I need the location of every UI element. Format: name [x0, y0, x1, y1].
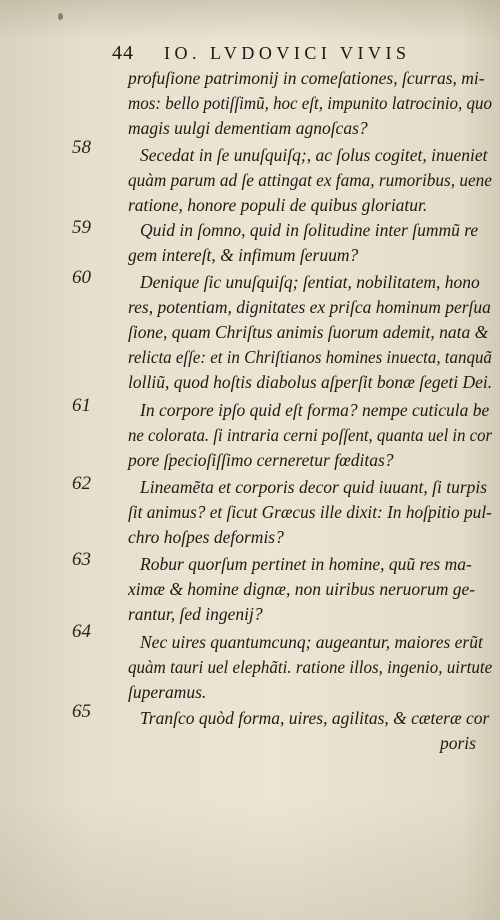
text-line: Nec uires quantumcunq; augeantur, maiores erũt	[140, 632, 483, 652]
ink-spot	[58, 13, 63, 20]
text-line: ſione, quam Chriſtus animis ſuorum ademit, nata &	[128, 322, 489, 342]
text-line: Robur quorſum pertinet in homine, quũ res ma-	[140, 554, 472, 574]
text-line: Denique ſic unuſquiſq; ſentiat, nobilitatem, hono	[140, 272, 480, 292]
page-number: 44	[112, 42, 134, 64]
text-line: pore ſpecioſiſſimo cerneretur fœditas?	[128, 450, 394, 470]
margin-number-62: 62	[72, 473, 91, 494]
page-shadow-bottom	[0, 800, 500, 920]
text-line: Secedat in ſe unuſquiſq;, ac ſolus cogitet, inueniet	[140, 145, 488, 165]
text-line: profuſione patrimonij in comeſationes, ſcurras, mi-	[128, 68, 485, 88]
catchword: poris	[440, 733, 476, 753]
text-line: Lineamẽta et corporis decor quid iuuant, ſi turpis	[140, 477, 488, 497]
text-line: Quid in ſomno, quid in ſolitudine inter ſummũ re	[140, 220, 479, 240]
text-line: gem intereſt, & infimum ſeruum?	[128, 245, 359, 265]
margin-number-58: 58	[72, 137, 91, 158]
text-line: relicta eſſe: et in Chriſtianos homines inuecta, tanquã	[128, 347, 492, 367]
text-line: ximæ & homine dignæ, non uiribus neruorum ge-	[128, 579, 476, 599]
running-header	[112, 42, 462, 68]
text-line: quàm tauri uel elephãti. ratione illos, ingenio, uirtute	[128, 657, 493, 677]
margin-number-61: 61	[72, 395, 91, 416]
text-line: ratione, honore populi de quibus gloriatur.	[128, 195, 428, 215]
margin-number-60: 60	[72, 267, 91, 288]
margin-number-59: 59	[72, 217, 91, 238]
text-line: res, potentiam, dignitates ex priſca hominum perſua	[128, 297, 491, 317]
text-line: ſit animus? et ſicut Græcus ille dixit: In hoſpitio pul-	[128, 502, 492, 522]
margin-number-65: 65	[72, 701, 91, 722]
text-line: rantur, ſed ingenij?	[128, 604, 263, 624]
page-shadow-top	[0, 0, 500, 40]
text-line: ne colorata. ſi intraria cerni poſſent, quanta uel in cor	[128, 425, 493, 445]
margin-number-63: 63	[72, 549, 91, 570]
text-line: Tranſco quòd forma, uires, agilitas, & cæteræ cor	[140, 708, 490, 728]
running-title: IO. LVDOVICI VIVIS	[164, 43, 411, 63]
text-line: lolliũ, quod hoſtis diabolus aſperſit bonæ ſegeti Dei.	[128, 372, 493, 392]
text-line: mos: bello potiſſimũ, hoc eſt, impunito latrocinio, quo	[128, 93, 492, 113]
text-line: magis uulgi dementiam agnoſcas?	[128, 118, 368, 138]
text-line: quàm parum ad ſe attingat ex fama, rumoribus, uene	[128, 170, 492, 190]
text-line: In corpore ipſo quid eſt forma? nempe cuticula be	[140, 400, 490, 420]
text-line: chro hoſpes deformis?	[128, 527, 284, 547]
text-line: ſuperamus.	[128, 682, 207, 702]
margin-number-64: 64	[72, 621, 91, 642]
